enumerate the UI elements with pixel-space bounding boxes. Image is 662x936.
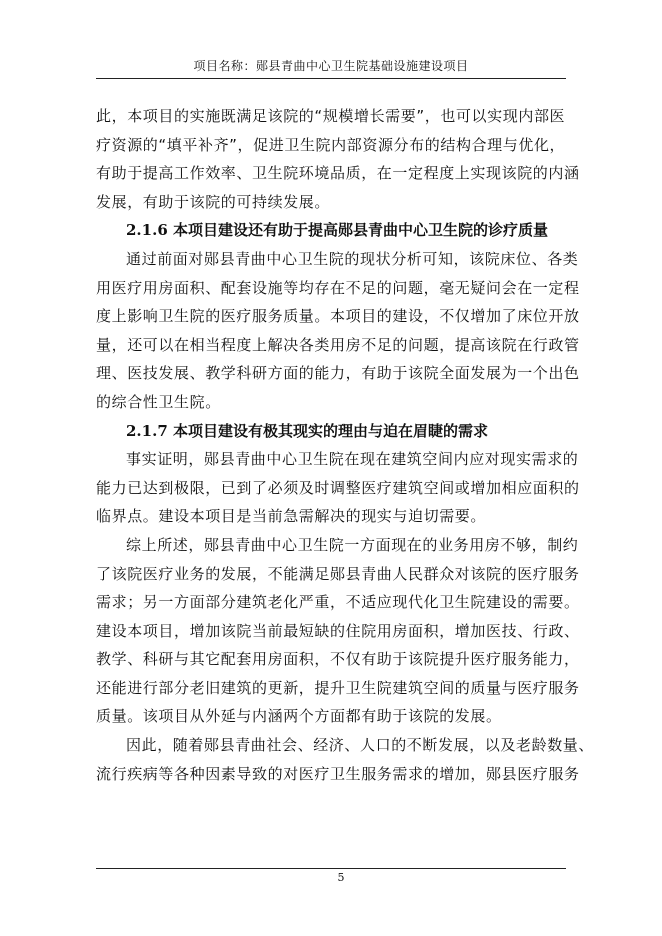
paragraph-line: 的综合性卫生院。 [96,392,221,411]
paragraph-line: 临界点。建设本项目是当前急需解决的现实与迫切需要。 [96,507,487,526]
paragraph-line: 量，还可以在相当程度上解决各类用房不足的问题，提高该院在行政管 [96,335,580,354]
paragraph-line: 因此，随着郧县青曲社会、经济、人口的不断发展，以及老龄数量、 [126,736,595,755]
paragraph-line: 此，本项目的实施既满足该院的“规模增长需要”，也可以实现内部医 [96,107,566,125]
paragraph-line: 还能进行部分老旧建筑的更新，提升卫生院建筑空间的质量与医疗服务 [96,678,580,697]
header-divider [96,78,566,79]
paragraph-line: 发展，有助于该院的可持续发展。 [96,192,331,211]
paragraph-line: 能力已达到极限，已到了必须及时调整医疗建筑空间或增加相应面积的 [96,478,580,497]
paragraph-line: 教学、科研与其它配套用房面积，不仅有助于该院提升医疗服务能力， [96,650,580,669]
paragraph-line: 理、医技发展、教学科研方面的能力，有助于该院全面发展为一个出色 [96,364,580,383]
paragraph-line: 建设本项目，增加该院当前最短缺的住院用房面积，增加医技、行政、 [96,621,580,640]
paragraph-line: 用医疗用房面积、配套设施等均存在不足的问题，毫无疑问会在一定程 [96,278,580,297]
page-header-title: 项目名称：郧县青曲中心卫生院基础设施建设项目 [193,59,469,73]
paragraph-line: 需求；另一方面部分建筑老化严重，不适应现代化卫生院建设的需要。 [96,593,580,612]
paragraph-line: 有助于提高工作效率、卫生院环境品质，在一定程度上实现该院的内涵 [96,164,580,183]
footer-divider [96,868,566,869]
section-heading-2-1-6: 2.1.6 本项目建设还有助于提高郧县青曲中心卫生院的诊疗质量 [126,221,548,240]
paragraph-line: 了该院医疗业务的发展，不能满足郧县青曲人民群众对该院的医疗服务 [96,564,580,583]
paragraph-line: 疗资源的“填平补齐”，促进卫生院内部资源分布的结构合理与优化， [96,135,566,154]
paragraph-line: 通过前面对郧县青曲中心卫生院的现状分析可知，该院床位、各类 [126,249,579,268]
paragraph-line: 度上影响卫生院的医疗服务质量。本项目的建设，不仅增加了床位开放 [96,307,580,326]
page-number: 5 [337,871,345,884]
paragraph-line: 质量。该项目从外延与内涵两个方面都有助于该院的发展。 [96,707,502,726]
paragraph-line: 综上所述，郧县青曲中心卫生院一方面现在的业务用房不够，制约 [126,535,579,554]
paragraph-line: 事实证明，郧县青曲中心卫生院在现在建筑空间内应对现实需求的 [126,450,579,469]
paragraph-line: 流行疾病等各种因素导致的对医疗卫生服务需求的增加，郧县医疗服务 [96,764,580,783]
document-body [96,102,595,788]
section-heading-2-1-7: 2.1.7 本项目建设有极其现实的理由与迫在眉睫的需求 [126,421,488,440]
